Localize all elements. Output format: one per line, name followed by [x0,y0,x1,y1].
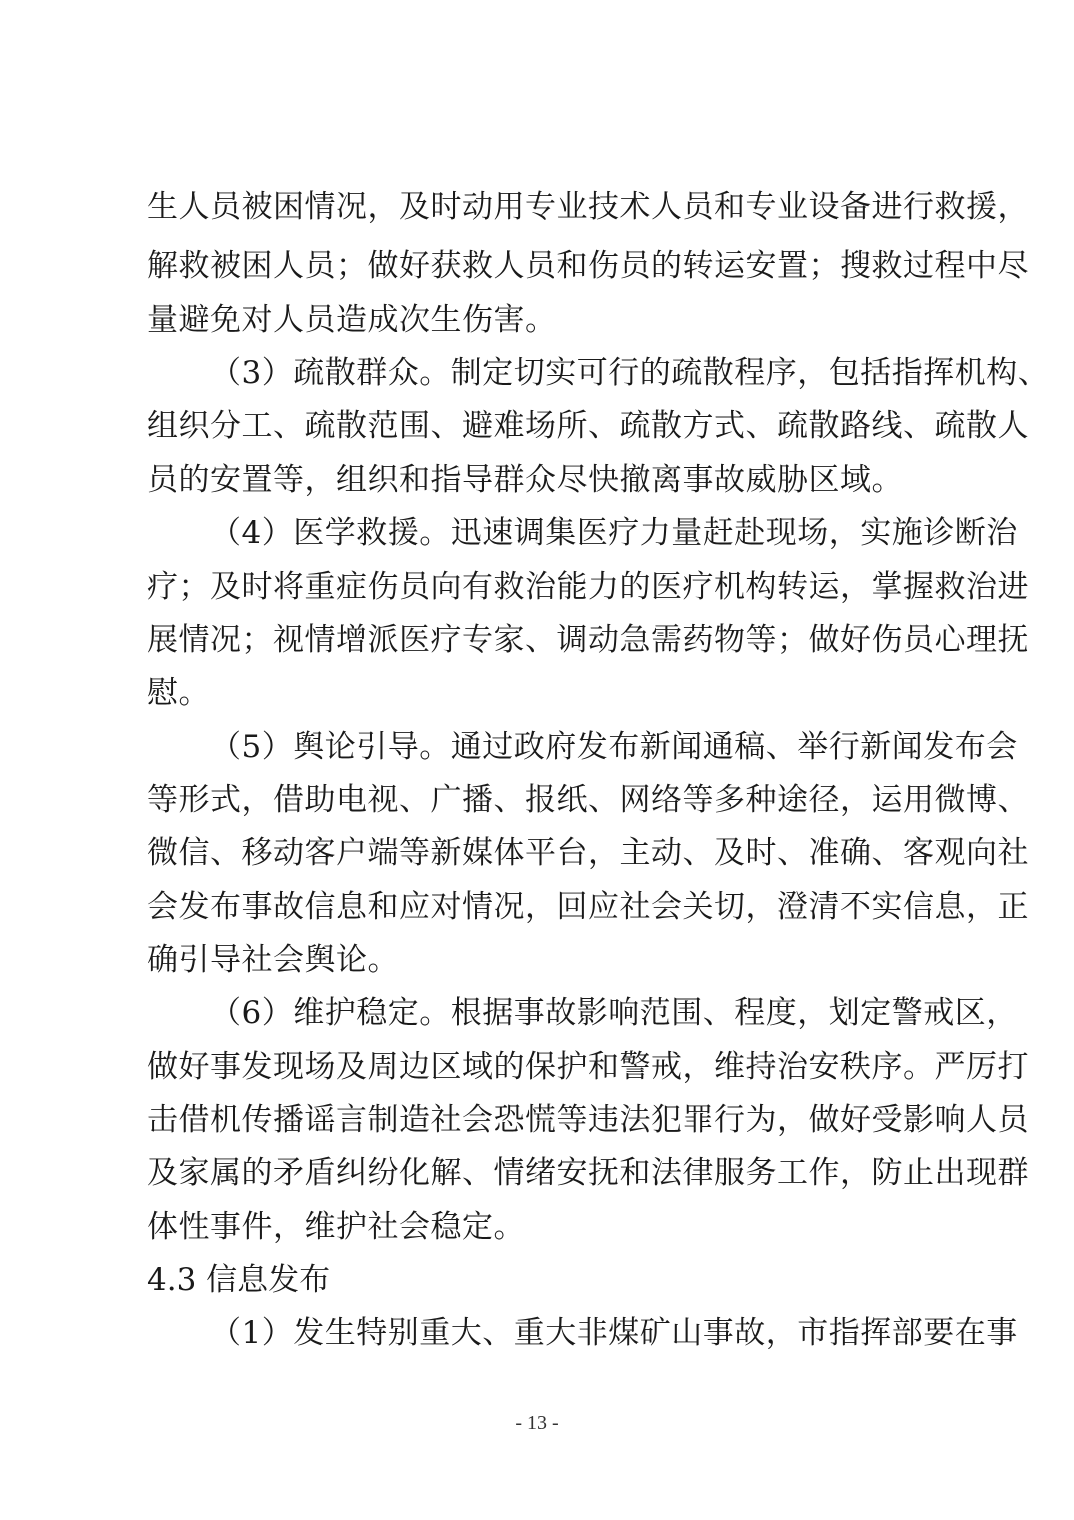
body-text-line: 生人员被困情况，及时动用专业技术人员和专业设备进行救援， [147,189,1029,225]
body-text-line: 及家属的矛盾纠纷化解、情绪安抚和法律服务工作，防止出现群 [147,1155,1029,1191]
body-text-line: 员的安置等，组织和指导群众尽快撤离事故威胁区域。 [147,462,903,498]
body-text-line: 微信、移动客户端等新媒体平台，主动、及时、准确、客观向社 [147,835,1029,871]
paragraph-3-start: （3）疏散群众。制定切实可行的疏散程序，包括指挥机构、 [210,355,1050,391]
body-text-line: 组织分工、疏散范围、避难场所、疏散方式、疏散路线、疏散人 [147,408,1029,444]
paragraph-4-3-1-start: （1）发生特别重大、重大非煤矿山事故，市指挥部要在事 [210,1315,1018,1351]
body-text-line: 会发布事故信息和应对情况，回应社会关切，澄清不实信息，正 [147,889,1029,925]
body-text-line: 量避免对人员造成次生伤害。 [147,302,557,338]
body-text-line: 等形式，借助电视、广播、报纸、网络等多种途径，运用微博、 [147,782,1029,818]
section-heading-4-3: 4.3 信息发布 [147,1262,331,1298]
paragraph-6-start: （6）维护稳定。根据事故影响范围、程度，划定警戒区， [210,995,1018,1031]
body-text-line: 击借机传播谣言制造社会恐慌等违法犯罪行为，做好受影响人员 [147,1102,1029,1138]
body-text-line: 确引导社会舆论。 [147,942,399,978]
body-text-line: 疗；及时将重症伤员向有救治能力的医疗机构转运，掌握救治进 [147,569,1029,605]
body-text-line: 做好事发现场及周边区域的保护和警戒，维持治安秩序。严厉打 [147,1049,1029,1085]
body-text-line: 体性事件，维护社会稳定。 [147,1209,525,1245]
body-text-line: 解救被困人员；做好获救人员和伤员的转运安置；搜救过程中尽 [147,248,1029,284]
paragraph-4-start: （4）医学救援。迅速调集医疗力量赶赴现场，实施诊断治 [210,515,1018,551]
body-text-line: 展情况；视情增派医疗专家、调动急需药物等；做好伤员心理抚 [147,622,1029,658]
paragraph-5-start: （5）舆论引导。通过政府发布新闻通稿、举行新闻发布会 [210,729,1018,765]
body-text-line: 慰。 [147,675,210,711]
page-number: - 13 - [515,1412,559,1434]
